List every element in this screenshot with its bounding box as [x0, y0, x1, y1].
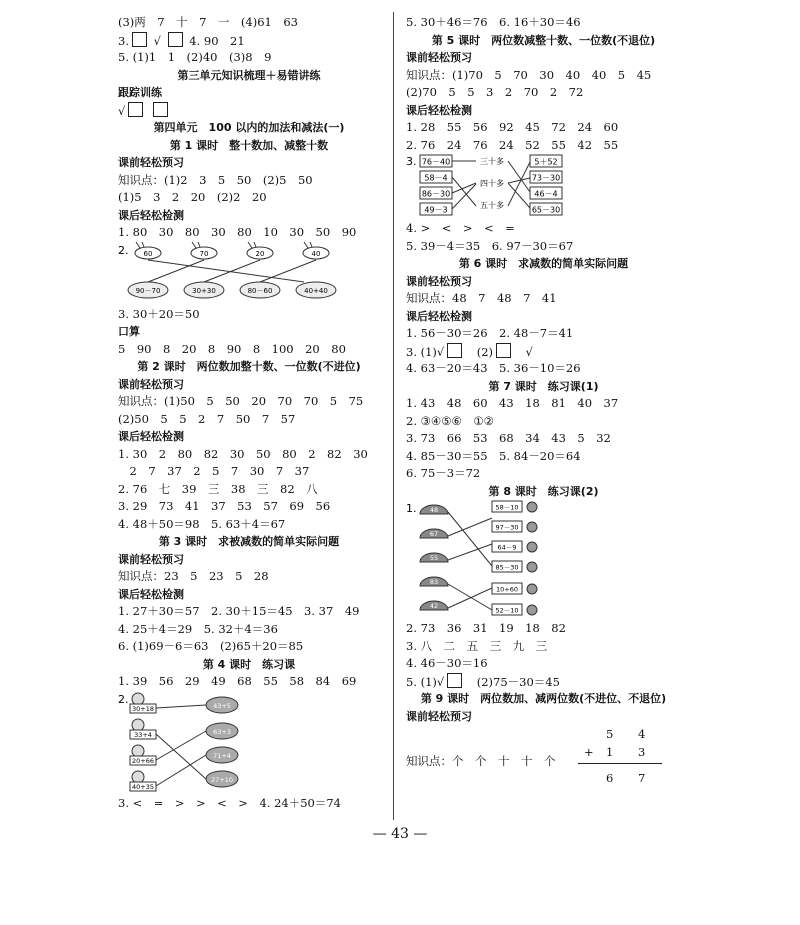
umbrella-label: 42: [429, 602, 439, 610]
answer-line: 2. ③④⑤⑥ ①②: [406, 413, 494, 428]
answer-line: [406, 673, 681, 691]
expression-label: 30+18: [132, 704, 154, 713]
lesson-heading: 第 8 课时 练习课(2): [488, 484, 599, 498]
cloud-label: 27+10: [211, 775, 233, 784]
answer-line: 2. 73 36 31 19 18 82: [406, 621, 566, 635]
answer-line: 3. 73 66 53 68 34 43 5 32: [406, 431, 611, 445]
house-label: 40+40: [304, 286, 328, 295]
expression-label: 46－4: [534, 189, 558, 199]
match-line: [156, 755, 206, 786]
answer-line: 6. (1)69－6＝63 (2)65＋20＝85: [118, 639, 304, 653]
answer-line: (2)70 5 5 3 2 70 2 72: [406, 85, 584, 99]
knowledge-point-block: [406, 725, 681, 797]
match-line: [156, 731, 206, 760]
answer-text: 5. (1)√: [406, 674, 445, 689]
elephant-icon: [132, 745, 144, 757]
subsection-heading: 课后轻松检测: [118, 208, 184, 222]
answer-line: [118, 102, 380, 120]
answer-line: 1. 39 56 29 49 68 55 58 84 69: [118, 674, 357, 688]
answer-line: 1. 80 30 80 30 80 10 30 50 90: [118, 225, 357, 239]
expression-label: 97－30: [495, 523, 519, 532]
answer-line: 5. 30＋46＝76 6. 16＋30＝46: [406, 15, 581, 29]
matching-figure-1: [118, 242, 380, 306]
answer-line: 4. 48＋50＝98 5. 63＋4＝67: [118, 516, 286, 531]
knowledge-text: 知识点：个 个 十 十 个: [406, 754, 556, 768]
range-matching-svg: [406, 154, 681, 220]
range-label: 三十多: [480, 157, 504, 166]
umbrella-label: 55: [429, 554, 439, 562]
answer-line: (1)5 3 2 20 (2)2 20: [118, 190, 267, 204]
matching-figure-2: [118, 691, 380, 795]
expression-label: 73－30: [531, 173, 561, 183]
matching-figure-4: [406, 500, 681, 620]
subsection-heading: 课后轻松检测: [118, 587, 184, 601]
match-line: [156, 734, 206, 779]
expression-label: 64－9: [497, 543, 517, 552]
vertical-digit: 4: [638, 727, 646, 741]
match-line: [156, 705, 206, 708]
answer-line: 知识点：(1)2 3 5 50 (2)5 50: [118, 172, 313, 187]
match-line: [508, 178, 530, 183]
subsection-heading: 口算: [118, 325, 140, 338]
cloud-label: 63+3: [213, 727, 231, 736]
rabbit-matching-svg: [118, 242, 380, 306]
match-line: [148, 260, 204, 282]
lesson-heading: 第 3 课时 求被减数的简单实际问题: [158, 535, 340, 548]
page-number: — 43 —: [372, 826, 428, 842]
answer-line: 3. 29 73 41 37 53 57 69 56: [118, 499, 331, 513]
range-label: 五十多: [480, 201, 504, 210]
sum-line: [578, 763, 662, 764]
answer-line: 5. (1)1 1 (2)40 (3)8 9: [118, 50, 272, 64]
subsection-heading: 课后轻松检测: [406, 103, 472, 117]
empty-box: [447, 673, 462, 688]
right-column: [406, 14, 681, 797]
umbrella-label: 67: [429, 530, 439, 538]
answer-line: 4. > < > < =: [406, 221, 515, 235]
animal-icon: [527, 605, 537, 615]
animal-icon: [527, 502, 537, 512]
answer-text: 3.: [118, 33, 129, 48]
subsection-heading: 课前轻松预习: [118, 156, 184, 169]
expression-label: 5＋52: [534, 157, 558, 167]
lesson-heading: 第 6 课时 求减数的简单实际问题: [458, 257, 629, 270]
match-line: [508, 162, 530, 206]
answer-line: 1. 56－30＝26 2. 48－7＝41: [406, 326, 574, 340]
vertical-digit: 5: [606, 727, 614, 741]
expression-label: 40+35: [132, 782, 154, 791]
umbrella-label: 83: [429, 578, 439, 586]
answer-line: 3. 30＋20＝50: [118, 306, 200, 321]
left-column: [118, 14, 380, 812]
elephant-matching-svg: [118, 691, 380, 795]
subsection-heading: 课后轻松检测: [406, 309, 472, 323]
answer-line: 5. 39－4＝35 6. 97－30＝67: [406, 238, 574, 253]
lesson-heading: 第 7 课时 练习课(1): [488, 379, 599, 393]
answer-line: 3. < = > > < > 4. 24＋50＝74: [118, 795, 341, 810]
umbrella-matching-svg: [406, 500, 681, 620]
answer-line: 2. 76 24 76 24 52 55 42 55: [406, 137, 619, 152]
subsection-heading: 课前轻松预习: [406, 274, 472, 288]
subsection-heading: 课前轻松预习: [406, 51, 472, 64]
answer-line: 1. 27＋30＝57 2. 30＋15＝45 3. 37 49: [118, 604, 360, 618]
figure-number: 2.: [118, 243, 129, 257]
check-mark: √: [153, 33, 161, 48]
figure-number: 3.: [406, 155, 417, 168]
match-line: [448, 584, 492, 610]
match-line: [260, 260, 316, 282]
answer-line: [118, 32, 380, 50]
empty-box: [496, 343, 511, 358]
subsection-heading: 课前轻松预习: [118, 552, 184, 566]
cloud-label: 71+4: [213, 751, 231, 760]
answer-line: 知识点：23 5 23 5 28: [118, 569, 269, 583]
animal-icon: [527, 542, 537, 552]
house-label: 90－70: [135, 286, 161, 295]
answer-line: 2 7 37 2 5 7 30 7 37: [118, 464, 310, 478]
answer-line: 6. 75－3＝72: [406, 466, 481, 480]
house-label: 80－60: [247, 286, 273, 295]
empty-box: [132, 32, 147, 47]
rabbit-label: 70: [199, 249, 209, 258]
answer-line: (3)两 7 十 7 一 (4)61 63: [118, 15, 298, 29]
answer-line: 4. 25＋4＝29 5. 32＋4＝36: [118, 621, 278, 636]
answer-line: 知识点：(1)70 5 70 30 40 40 5 45: [406, 67, 652, 82]
subsection-heading: 跟踪训练: [118, 86, 162, 99]
answer-line: 5 90 8 20 8 90 8 100 20 80: [118, 341, 346, 356]
animal-icon: [527, 522, 537, 532]
expression-label: 58－4: [424, 173, 448, 183]
house-label: 30+30: [192, 286, 216, 295]
subsection-heading: 课前轻松预习: [118, 377, 184, 391]
expression-label: 52－10: [495, 606, 519, 615]
vertical-digit: 7: [638, 771, 646, 785]
answer-line: 1. 43 48 60 43 18 81 40 37: [406, 396, 619, 410]
elephant-icon: [132, 693, 144, 705]
lesson-heading: 第 1 课时 整十数加、减整十数: [169, 138, 329, 152]
empty-box: [153, 102, 168, 117]
lesson-heading: 第 9 课时 两位数加、减两位数(不进位、不退位): [420, 692, 667, 705]
match-line: [448, 588, 492, 608]
vertical-digit: 3: [638, 745, 646, 759]
elephant-icon: [132, 719, 144, 731]
rabbit-label: 60: [143, 249, 153, 258]
column-divider: [393, 12, 394, 820]
expression-label: 76－40: [421, 157, 451, 167]
plus-sign: +: [584, 745, 594, 759]
lesson-heading: 第 2 课时 两位数加整十数、一位数(不进位): [137, 360, 361, 373]
answer-text: 4. 90 21: [189, 33, 245, 48]
answer-text: (2)75－30＝45: [476, 674, 560, 689]
expression-label: 20+66: [132, 756, 154, 765]
subsection-heading: 课后轻松检测: [118, 430, 184, 443]
figure-number: 2.: [118, 692, 129, 706]
check-mark: √: [118, 103, 126, 118]
answer-line: [406, 343, 681, 361]
match-line: [148, 260, 304, 282]
cloud-label: 43+5: [213, 701, 231, 710]
answer-line: 知识点：48 7 48 7 41: [406, 291, 557, 305]
answer-line: 3. 八 二 五 三 九 三: [406, 638, 548, 653]
answer-line: 1. 30 2 80 82 30 50 80 2 82 30: [118, 446, 368, 461]
animal-icon: [527, 562, 537, 572]
answer-line: 2. 76 七 39 三 38 三 82 八: [118, 481, 318, 496]
answer-line: 4. 85－30＝55 5. 84－20＝64: [406, 448, 581, 463]
check-mark: √: [525, 344, 533, 359]
expression-label: 49－3: [424, 205, 448, 215]
answer-line: 4. 46－30＝16: [406, 656, 488, 670]
vertical-digit: 1: [606, 745, 614, 759]
answer-line: 知识点：(1)50 5 50 20 70 70 5 75: [118, 394, 364, 408]
matching-figure-3: [406, 154, 681, 220]
empty-box: [128, 102, 143, 117]
answer-line: 1. 28 55 56 92 45 72 24 60: [406, 120, 619, 134]
vertical-digit: 6: [606, 771, 614, 785]
answer-line: (2)50 5 5 2 7 50 7 57: [118, 411, 296, 426]
expression-label: 10+60: [496, 585, 518, 594]
figure-number: 1.: [406, 502, 417, 515]
lesson-heading: 第 5 课时 两位数减整十数、一位数(不退位): [431, 33, 656, 47]
subsection-heading: 课前轻松预习: [406, 709, 472, 723]
rabbit-label: 40: [311, 249, 321, 258]
unit-heading: 第四单元 100 以内的加法和减法(一): [153, 121, 345, 134]
answer-text: (2): [476, 344, 494, 359]
section-heading: 第三单元知识梳理＋易错讲练: [177, 68, 321, 82]
rabbit-label: 20: [255, 249, 265, 258]
expression-label: 65－30: [531, 205, 561, 215]
answer-line: 4. 63－20＝43 5. 36－10＝26: [406, 361, 581, 375]
animal-icon: [527, 584, 537, 594]
lesson-heading: 第 4 课时 练习课: [202, 657, 296, 671]
empty-box: [168, 32, 183, 47]
expression-label: 33+4: [134, 730, 152, 739]
expression-label: 58－10: [495, 503, 519, 512]
umbrella-label: 48: [429, 506, 439, 514]
range-label: 四十多: [480, 179, 504, 188]
match-line: [204, 260, 260, 282]
expression-label: 85－30: [495, 563, 519, 572]
answer-text: 3. (1)√: [406, 344, 445, 359]
elephant-icon: [132, 771, 144, 783]
expression-label: 86－30: [421, 189, 451, 199]
empty-box: [447, 343, 462, 358]
